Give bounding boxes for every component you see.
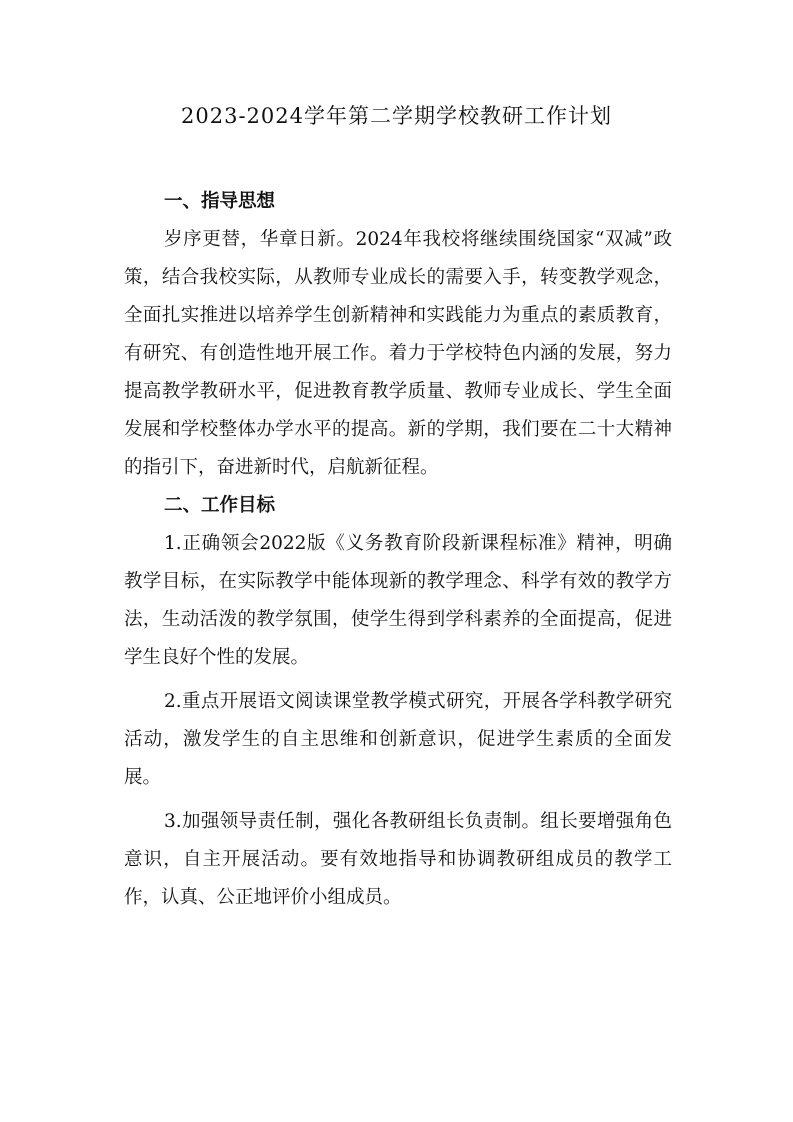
section-heading: 二、工作目标 xyxy=(164,495,276,516)
page-title: 2023-2024学年第二学期学校教研工作计划 xyxy=(181,104,612,128)
section-heading: 一、指导思想 xyxy=(164,191,276,212)
document-body xyxy=(124,183,672,917)
section-guiding-ideology xyxy=(124,183,672,487)
section-work-goals xyxy=(124,487,672,917)
goal-item-3: 3.加强领导责任制，强化各教研组长负责制。组长要增强角色意识，自主开展活动。要有效地指导和协调教研组成员的教学工作，认真、公正地评价小组成员。 xyxy=(124,811,672,908)
goal-item-2: 2.重点开展语文阅读课堂教学模式研究，开展各学科教学研究活动，激发学生的自主思维和创新意识，促进学生素质的全面发展。 xyxy=(124,691,672,788)
paragraph: 岁序更替，华章日新。2024年我校将继续围绕国家“双减”政策，结合我校实际，从教师专业成长的需要入手，转变教学观念，全面扎实推进以培养学生创新精神和实践能力为重点的素质教育，有研究、有创造性地开展工作。着力于学校特色内涵的发展，努力提高教学教研水平，促进教育教学质量、教师专业成长、学生全面发展和学校整体办学水平的提高。新的学期，我们要在二十大精神的指引下，奋进新时代，启航新征程。 xyxy=(124,229,672,478)
goal-item-1: 1.正确领会2022版《义务教育阶段新课程标准》精神，明确教学目标，在实际教学中能体现新的教学理念、科学有效的教学方法，生动活泼的教学氛围，使学生得到学科素养的全面提高，促进学生良好个性的发展。 xyxy=(124,533,672,668)
